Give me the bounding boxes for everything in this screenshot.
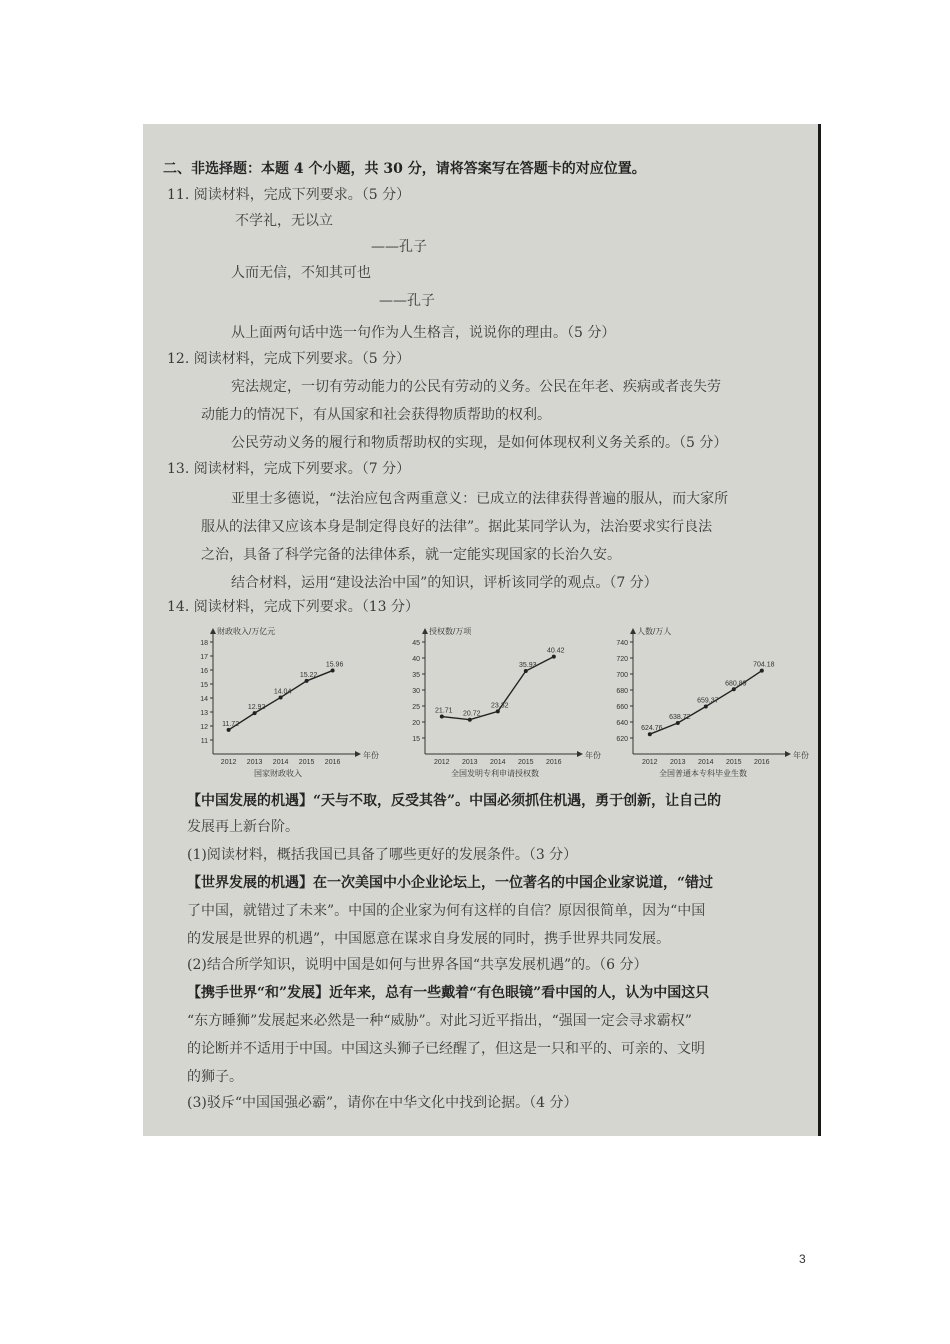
data-label: 21.71 [435,707,453,715]
y-axis-arrow [422,628,428,634]
y-tick-label: 17 [200,654,208,661]
chart-patent-grants [397,620,607,794]
q13-title: 13. 阅读材料，完成下列要求。（7 分） [167,461,411,477]
data-label: 680.89 [725,680,747,688]
y-tick-label: 35 [412,672,420,679]
y-tick-label: 620 [616,736,628,743]
data-point [440,715,444,719]
data-label: 15.22 [299,671,318,679]
y-axis-label: 人数/万人 [637,627,672,636]
q14-material2-line2: 了中国，就错过了未来”。中国的企业家为何有这样的自信？原因很简单，因为“中国 [187,903,706,919]
data-label: 11.72 [222,720,240,728]
q12-para2: 动能力的情况下，有从国家和社会获得物质帮助的权利。 [201,407,551,423]
data-point [496,709,500,713]
q14-material3-line2: “东方睡狮”发展起来必然是一种“威胁”。对此习近平指出，“强国一定会寻求霸权” [187,1013,692,1029]
y-tick-label: 680 [616,688,628,695]
x-tick-label: 2012 [220,759,237,766]
q14-material2-line1: 【世界发展的机遇】在一次美国中小企业论坛上，一位著名的中国企业家说道，“错过 [187,875,714,891]
q14-task2: (2)结合所学知识，说明中国是如何与世界各国“共享发展机遇”的。（6 分） [187,957,648,973]
q11-quote1: 不学礼，无以立 [235,213,333,229]
data-point [552,655,556,659]
x-axis-label: 年份 [793,751,809,760]
x-tick-label: 2014 [490,759,506,766]
data-point [648,732,652,736]
q12-para1: 宪法规定，一切有劳动能力的公民有劳动的义务。公民在年老、疾病或者丧失劳 [231,379,721,395]
data-point [331,669,335,673]
x-tick-label: 2012 [642,759,658,766]
y-axis-label: 授权数/万项 [429,627,472,636]
q13-para3: 之治，具备了科学完备的法律体系，就一定能实现国家的长治久安。 [201,547,621,563]
x-axis-arrow [577,751,583,757]
x-axis-arrow [355,751,361,757]
data-point [468,718,472,722]
data-point [279,695,283,699]
data-label: 40.42 [547,647,565,655]
q13-para2: 服从的法律又应该本身是制定得良好的法律”。据此某同学认为，法治要求实行良法 [201,519,713,535]
y-axis-label: 财政收入/万亿元 [217,627,276,636]
q14-material3-line1: 【携手世界“和”发展】近年来，总有一些戴着“有色眼镜”看中国的人，认为中国这只 [187,985,710,1001]
x-tick-label: 2015 [298,759,315,766]
x-tick-label: 2016 [754,759,770,766]
data-point [676,721,680,725]
y-tick-label: 15 [200,682,208,689]
y-tick-label: 25 [412,704,420,711]
y-tick-label: 30 [412,688,420,695]
q14-material1-line2: 发展再上新台阶。 [187,819,299,835]
x-tick-label: 2013 [462,759,478,766]
q12-title: 12. 阅读材料，完成下列要求。（5 分） [167,351,411,367]
data-point [732,687,736,691]
y-tick-label: 20 [412,720,420,727]
q14-material2-line3: 的发展是世界的机遇”，中国愿意在谋求自身发展的同时，携手世界共同发展。 [187,931,671,947]
y-tick-label: 15 [412,736,420,743]
x-tick-label: 2016 [546,759,562,766]
q11-title: 11. 阅读材料，完成下列要求。（5 分） [167,187,411,203]
data-point [524,669,528,673]
y-tick-label: 40 [412,656,420,663]
y-tick-label: 45 [412,640,420,647]
q11-attribution2: ——孔子 [379,293,435,309]
data-point [227,728,231,732]
y-axis-arrow [210,628,216,634]
q14-material3-line4: 的狮子。 [187,1069,243,1085]
series-line [229,671,333,730]
x-tick-label: 2012 [434,759,450,766]
chart-title: 国家财政收入 [254,769,302,778]
y-tick-label: 11 [200,738,208,745]
chart-graduates [605,620,815,794]
data-point [305,679,309,683]
data-label: 624.76 [641,725,663,733]
q13-task: 结合材料，运用“建设法治中国”的知识，评析该同学的观点。（7 分） [231,575,658,591]
chart-title: 全国发明专利申请授权数 [451,769,539,778]
x-tick-label: 2014 [272,759,289,766]
data-label: 20.72 [463,710,481,718]
x-axis-arrow [785,751,791,757]
data-label: 15.96 [325,661,344,669]
y-tick-label: 660 [616,704,628,711]
page-number: 3 [799,1252,806,1266]
y-tick-label: 640 [616,720,628,727]
x-axis-label: 年份 [363,751,379,760]
y-axis-arrow [630,628,636,634]
q11-quote2: 人而无信，不知其可也 [231,265,371,281]
y-tick-label: 720 [616,656,628,663]
chart-title: 全国普通本专科毕业生数 [659,769,747,778]
x-tick-label: 2016 [324,759,341,766]
data-point [704,705,708,709]
q14-material1-line1: 【中国发展的机遇】“天与不取，反受其咎”。中国必须抓住机遇，勇于创新，让自己的 [187,793,722,809]
q14-title: 14. 阅读材料，完成下列要求。（13 分） [167,599,419,615]
q14-task1: (1)阅读材料，概括我国已具备了哪些更好的发展条件。（3 分） [187,847,578,863]
q11-attribution1: ——孔子 [371,239,427,255]
y-tick-label: 740 [616,640,628,647]
x-tick-label: 2014 [698,759,714,766]
y-tick-label: 14 [200,696,208,703]
x-tick-label: 2015 [518,759,534,766]
data-label: 12.92 [247,704,266,712]
data-label: 14.04 [273,688,292,696]
chart-fiscal-revenue [185,620,385,794]
data-point [760,669,764,673]
x-axis-label: 年份 [585,751,601,760]
q14-material3-line3: 的论断并不适用于中国。中国这头狮子已经醒了，但这是一只和平的、可亲的、文明 [187,1041,705,1057]
x-tick-label: 2013 [670,759,686,766]
data-label: 23.32 [491,702,509,710]
q11-task: 从上面两句话中选一句作为人生格言，说说你的理由。（5 分） [231,325,616,341]
y-tick-label: 700 [616,672,628,679]
y-tick-label: 13 [200,710,208,717]
y-tick-label: 16 [200,668,208,675]
data-label: 659.37 [697,697,719,705]
data-label: 35.93 [519,662,537,670]
y-tick-label: 18 [200,640,208,647]
q13-para1: 亚里士多德说，“法治应包含两重意义：已成立的法律获得普遍的服从，而大家所 [231,491,729,507]
q14-task3: (3)驳斥“中国国强必霸”，请你在中华文化中找到论据。（4 分） [187,1095,578,1111]
data-label: 638.72 [669,714,691,722]
q12-task: 公民劳动义务的履行和物质帮助权的实现，是如何体现权利义务关系的。（5 分） [231,435,728,451]
y-tick-label: 12 [200,724,208,731]
data-point [253,711,257,715]
scanned-exam-page [143,124,821,1136]
section-header: 二、非选择题：本题 4 个小题，共 30 分，请将答案写在答题卡的对应位置。 [163,161,646,177]
x-tick-label: 2015 [726,759,742,766]
x-tick-label: 2013 [246,759,263,766]
data-label: 704.18 [753,661,775,669]
